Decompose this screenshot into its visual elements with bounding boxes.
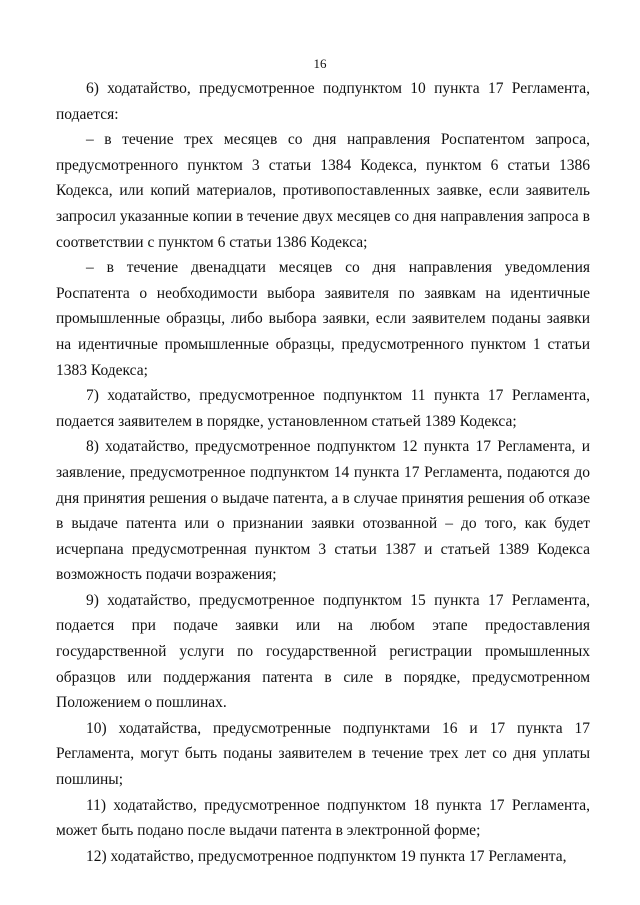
document-body [56,76,590,869]
paragraph-item-9: 9) ходатайство, предусмотренное подпунктом 15 пункта 17 Регламента, подается при подаче заявки или на любом этапе предоставления государственной услуги по государственной регистрации промышленных образцов или поддержания патента в силе в порядке, предусмотренном Положением о пошлинах. [56,591,590,712]
paragraph-dash-twelve-months: – в течение двенадцати месяцев со дня направления уведомления Роспатента о необходимости выбора заявителя по заявкам на идентичные промышленные образцы, либо выбора заявки, если заявителем поданы заявки на идентичные промышленные образцы, предусмотренного пунктом 1 статьи 1383 Кодекса; [56,259,590,379]
paragraph-item-12: 12) ходатайство, предусмотренное подпунктом 19 пункта 17 Регламента, [86,847,567,865]
paragraph-item-6: 6) ходатайство, предусмотренное подпунктом 10 пункта 17 Регламента, подается: [56,80,590,123]
paragraph-item-8: 8) ходатайство, предусмотренное подпунктом 12 пункта 17 Регламента, и заявление, предусмотренное подпунктом 14 пункта 17 Регламента, подаются до дня принятия решения о выдаче патента, а в случае принятия решения об отказе в выдаче патента или о признании заявки отозванной – до того, как будет исчерпана предусмотренная пунктом 3 статьи 1387 и статьей 1389 Кодекса возможность подачи возражения; [56,438,590,584]
paragraph-dash-three-months: – в течение трех месяцев со дня направления Роспатентом запроса, предусмотренного пунктом 3 статьи 1384 Кодекса, пунктом 6 статьи 1386 Кодекса, или копий материалов, противопоставленных заявке, если заявитель запросил указанные копии в течение двух месяцев со дня направления запроса в соответствии с пунктом 6 статьи 1386 Кодекса; [56,131,590,251]
paragraph-item-10: 10) ходатайства, предусмотренные подпунктами 16 и 17 пункта 17 Регламента, могут быть поданы заявителем в течение трех лет со дня уплаты пошлины; [56,719,590,789]
paragraph-item-11: 11) ходатайство, предусмотренное подпунктом 18 пункта 17 Регламента, может быть подано после выдачи патента в электронной форме; [56,796,590,840]
page-number: 16 [313,56,327,71]
paragraph-item-7: 7) ходатайство, предусмотренное подпунктом 11 пункта 17 Регламента, подается заявителем в порядке, установленном статьей 1389 Кодекса; [56,387,590,430]
